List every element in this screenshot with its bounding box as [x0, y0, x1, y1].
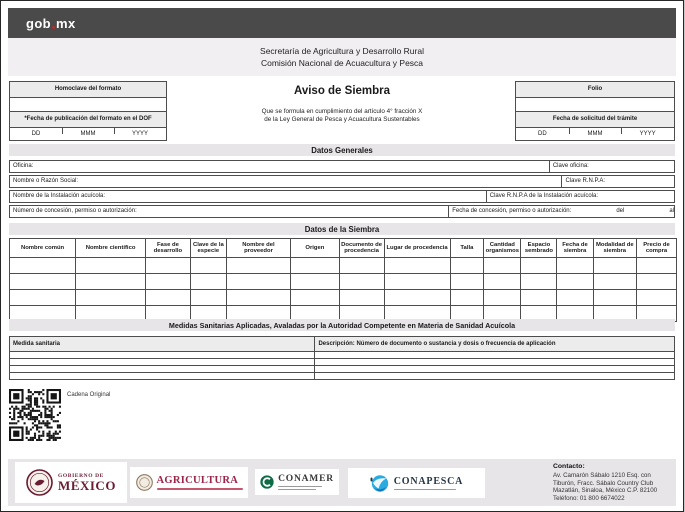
siembra-empty-cell — [593, 290, 637, 306]
medida-empty-cell — [10, 373, 315, 379]
form-title: Aviso de Siembra — [293, 85, 391, 97]
agricultura-label: AGRICULTURA — [156, 475, 239, 487]
conamer-tagline — [278, 489, 316, 491]
footer-band — [8, 459, 676, 506]
medida-sanitaria-column-header: Medida sanitaria — [10, 337, 315, 351]
date-part-yyyy: YYYY — [621, 128, 674, 140]
siembra-empty-cell — [637, 290, 677, 306]
form-title-block — [181, 85, 503, 124]
conapesca-tagline — [394, 489, 456, 491]
siembra-empty-cell — [76, 290, 146, 306]
siembra-empty-row — [10, 258, 677, 274]
medidas-empty-row — [9, 373, 675, 380]
descripcion-column-header: Descripción: Número de documento o sustancia y dosis o frecuencia de aplicación — [318, 341, 556, 347]
field-sub-label: al — [669, 208, 674, 214]
conapesca-logo — [348, 468, 485, 498]
fecha-dof-date-row — [10, 128, 166, 140]
siembra-empty-cell — [450, 274, 484, 290]
siembra-empty-cell — [484, 258, 521, 274]
section-header-medidas-sanitarias: Medidas Sanitarias Aplicadas, Avaladas por la Autoridad Competente en Materia de Sanidad Acuícola — [9, 319, 675, 331]
datos-generales-row — [9, 175, 675, 188]
conapesca-label: CONAPESCA — [393, 476, 464, 487]
folio-label: Folio — [516, 82, 674, 98]
descripcion-empty-cell — [315, 359, 674, 365]
red-dot-icon — [52, 26, 55, 29]
siembra-empty-cell — [339, 274, 384, 290]
homoclave-box — [9, 81, 167, 141]
siembra-empty-cell — [190, 258, 226, 274]
field-label-text: Fecha de concesión, permiso o autorización: — [452, 208, 572, 214]
gobierno-de-mexico-logo — [15, 462, 127, 503]
date-part-dd: DD — [538, 131, 547, 137]
siembra-column-header: Espacio sembrado — [521, 239, 557, 258]
siembra-empty-cell — [384, 274, 450, 290]
date-part-dd: DD — [31, 131, 41, 137]
field-label: Oficina: — [10, 161, 550, 172]
field-sub-label: del — [616, 208, 625, 214]
siembra-empty-cell — [226, 290, 290, 306]
contact-line: Mazatlán, Sinaloa, México C.P. 82100 — [553, 487, 658, 495]
descripcion-empty-cell — [315, 373, 674, 379]
mexico-label: MÉXICO — [58, 478, 116, 493]
conapesca-globe-icon — [370, 474, 389, 493]
descripcion-empty-cell — [315, 352, 674, 358]
medidas-empty-row — [9, 366, 675, 373]
agricultura-logo — [130, 467, 248, 498]
field-label — [487, 191, 674, 202]
contact-block — [553, 463, 685, 503]
siembra-empty-cell — [291, 258, 340, 274]
agricultura-tagline — [157, 488, 243, 490]
medidas-empty-rows — [9, 352, 675, 380]
siembra-empty-cell — [339, 290, 384, 306]
siembra-empty-cell — [484, 290, 521, 306]
form-subtitle-line1: Que se formula en cumplimiento del artículo 4° fracción X — [261, 108, 423, 115]
medidas-empty-row — [9, 352, 675, 359]
contact-line: Tiburón, Fracc. Sábalo Country Club — [553, 479, 654, 487]
medida-empty-cell — [10, 366, 315, 372]
siembra-empty-cell — [384, 258, 450, 274]
gob-mx-logo-gob: gob — [26, 15, 52, 31]
secretaria-line: Secretaría de Agricultura y Desarrollo Rural — [260, 46, 424, 56]
siembra-column-header: Documento de procedencia — [339, 239, 384, 258]
institution-band — [8, 38, 676, 76]
field-label: Nombre o Razón Social: — [10, 176, 562, 187]
siembra-empty-cell — [190, 274, 226, 290]
gob-mx-logo-mx: mx — [56, 15, 76, 31]
siembra-empty-cell — [226, 274, 290, 290]
siembra-empty-cell — [10, 274, 76, 290]
siembra-column-header: Fase de desarrollo — [146, 239, 191, 258]
medida-empty-cell — [10, 359, 315, 365]
field-label: Nombre de la Instalación acuícola: — [10, 191, 487, 202]
siembra-empty-cell — [190, 290, 226, 306]
agricultura-seal-icon — [136, 474, 153, 491]
siembra-empty-cell — [146, 274, 191, 290]
siembra-empty-cell — [146, 258, 191, 274]
siembra-empty-cell — [521, 258, 557, 274]
contact-heading: Contacto: — [553, 463, 585, 470]
field-label-text: Clave R.N.P.A de la Instalación acuícola: — [489, 193, 599, 199]
siembra-empty-cell — [521, 274, 557, 290]
field-label-text: Clave R.N.P.A: — [565, 178, 606, 184]
siembra-table — [9, 238, 677, 322]
homoclave-value-cell — [10, 98, 166, 112]
datos-generales-row — [9, 160, 675, 173]
date-part-mmm: MMM — [569, 128, 622, 140]
siembra-empty-cell — [557, 274, 593, 290]
form-subtitle-line2: de la Ley General de Pesca y Acuacultura Sustentables — [264, 116, 420, 123]
siembra-empty-row — [10, 274, 677, 290]
field-label — [562, 176, 674, 187]
conamer-tagline — [278, 486, 322, 488]
siembra-empty-cell — [593, 274, 637, 290]
siembra-empty-cell — [557, 258, 593, 274]
conamer-logo — [255, 469, 339, 495]
section-header-datos-generales: Datos Generales — [9, 144, 675, 156]
section-header-datos-siembra: Datos de la Siembra — [9, 223, 675, 235]
siembra-empty-row — [10, 290, 677, 306]
siembra-column-header: Clave de la especie — [190, 239, 226, 258]
siembra-empty-cell — [76, 274, 146, 290]
siembra-column-header: Nombre científico — [76, 239, 146, 258]
siembra-empty-cell — [450, 290, 484, 306]
siembra-header-row — [10, 239, 677, 258]
fecha-solicitud-label: Fecha de solicitud del trámite — [516, 112, 674, 128]
siembra-empty-cell — [291, 290, 340, 306]
siembra-column-header: Origen — [291, 239, 340, 258]
siembra-column-header: Modalidad de siembra — [593, 239, 637, 258]
siembra-empty-cell — [450, 258, 484, 274]
date-part-mmm: MMM — [62, 128, 114, 140]
siembra-empty-cell — [76, 258, 146, 274]
datos-generales-row — [9, 205, 675, 218]
gob-mx-logo — [26, 16, 76, 31]
siembra-column-header: Nombre común — [10, 239, 76, 258]
conamer-green-c-icon — [260, 475, 274, 489]
gob-mx-header-bar — [8, 8, 676, 38]
field-label — [449, 206, 674, 217]
siembra-empty-cell — [146, 290, 191, 306]
cadena-original-label: Cadena Original — [67, 392, 111, 398]
medidas-empty-row — [9, 359, 675, 366]
datos-generales-fields — [9, 160, 675, 220]
date-part-yyyy: YYYY — [114, 128, 166, 140]
siembra-empty-cell — [10, 258, 76, 274]
contact-line: Av. Camarón Sábalo 1210 Esq. con — [553, 471, 651, 479]
datos-generales-row — [9, 190, 675, 203]
medidas-table — [9, 336, 675, 380]
siembra-empty-cell — [226, 258, 290, 274]
fecha-dof-label: *Fecha de publicación del formato en el DOF — [10, 112, 166, 128]
siembra-column-header: Nombre del proveedor — [226, 239, 290, 258]
homoclave-label: Homoclave del formato — [10, 82, 166, 98]
siembra-empty-cell — [557, 290, 593, 306]
siembra-column-header: Precio de compra — [637, 239, 677, 258]
siembra-column-header: Fecha de siembra — [557, 239, 593, 258]
siembra-column-header: Talla — [450, 239, 484, 258]
siembra-column-header: Lugar de procedencia — [384, 239, 450, 258]
conamer-label: CONAMER — [278, 474, 334, 484]
siembra-empty-cell — [637, 258, 677, 274]
mexico-eagle-seal-icon — [26, 469, 53, 496]
field-label: Número de concesión, permiso o autorización: — [10, 206, 449, 217]
comision-line: Comisión Nacional de Acuacultura y Pesca — [260, 58, 424, 68]
contact-line: Teléfono: 01 800 6674022 — [553, 495, 625, 503]
siembra-empty-cell — [339, 258, 384, 274]
siembra-empty-cell — [10, 290, 76, 306]
siembra-empty-cell — [521, 290, 557, 306]
folio-value-cell — [516, 98, 674, 112]
descripcion-empty-cell — [315, 366, 674, 372]
contact-lines — [553, 472, 685, 503]
gobierno-de-label: GOBIERNO DE — [58, 473, 104, 479]
medida-empty-cell — [10, 352, 315, 358]
siembra-empty-cell — [637, 274, 677, 290]
folio-box — [515, 81, 675, 141]
field-label — [550, 161, 674, 172]
siembra-column-header: Cantidad organismos — [484, 239, 521, 258]
siembra-empty-cell — [484, 274, 521, 290]
qr-code-icon — [9, 389, 61, 441]
siembra-body — [10, 258, 677, 322]
fecha-solicitud-date-row — [516, 128, 674, 140]
medidas-header-row — [9, 336, 675, 352]
siembra-empty-cell — [384, 290, 450, 306]
siembra-empty-cell — [291, 274, 340, 290]
field-label-text: Clave oficina: — [552, 163, 589, 169]
siembra-empty-cell — [593, 258, 637, 274]
